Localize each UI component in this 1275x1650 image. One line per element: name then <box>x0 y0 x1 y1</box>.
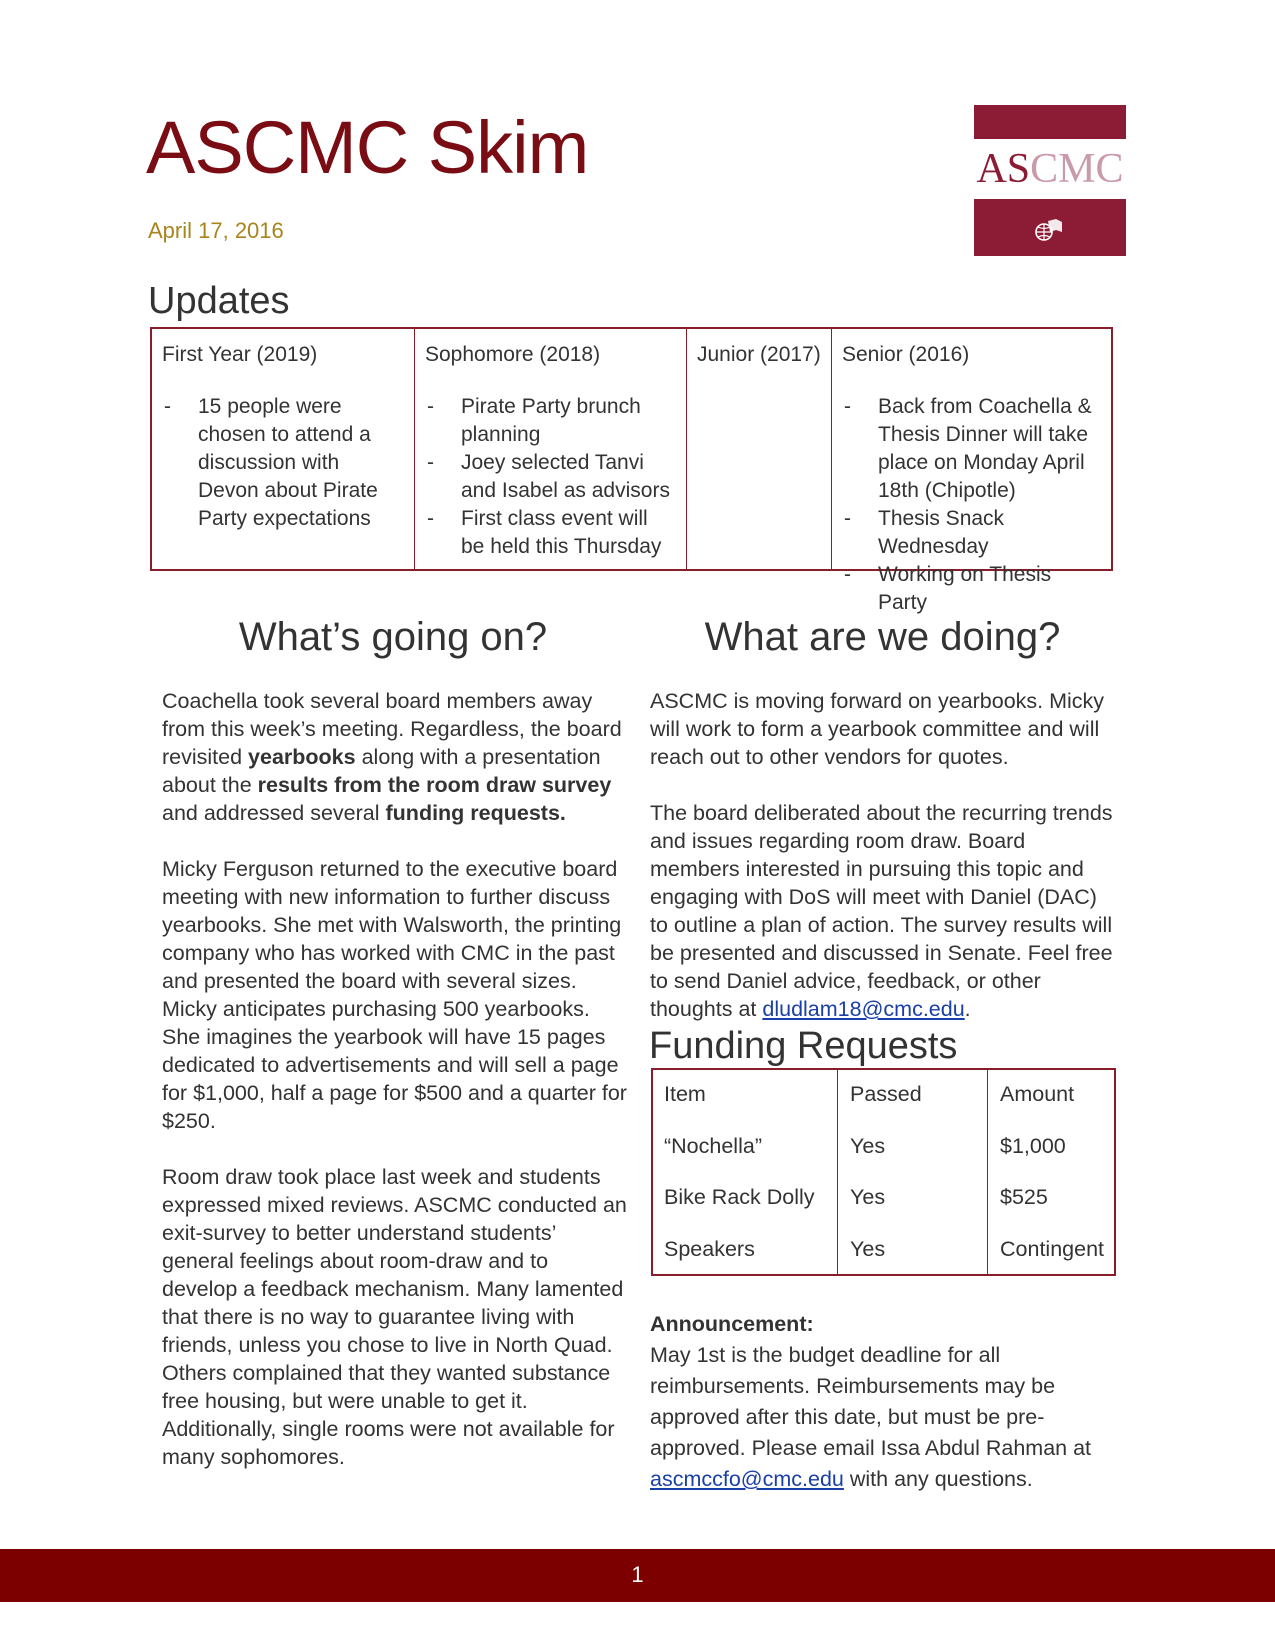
header-amount: Amount <box>1000 1082 1075 1106</box>
list-item: - Thesis Snack Wednesday <box>842 505 1104 561</box>
cell-item: Bike Rack Dolly <box>664 1185 815 1209</box>
paragraph-overview: Coachella took several board members away from this week’s meeting. Regardless, the board revisited yearbooks along with a presentation about the results from the room draw survey and addressed several funding requests. <box>162 689 622 825</box>
column-header: First Year (2019) <box>162 343 318 366</box>
list-item: - Working on Thesis Party <box>842 561 1104 617</box>
cell-passed: Yes <box>850 1237 886 1261</box>
what-are-we-doing-heading: What are we doing? <box>704 615 1061 659</box>
cell-item: Speakers <box>664 1237 755 1261</box>
newsletter-title: ASCMC Skim <box>146 106 589 189</box>
paragraph-room-draw-plan: The board deliberated about the recurring trends and issues regarding room draw. Board members interested in pursuing this topic and engaging with DoS will meet with Daniel (DAC) to outline a plan of action. The survey results will be presented and discussed in Senate. Feel free to send Daniel advice, feedback, or other thoughts at dludlam18@cmc.edu. <box>650 801 1113 1021</box>
paragraph-yearbooks: Micky Ferguson returned to the executive board meeting with new information to further discuss yearbooks. She met with Walsworth, the printing company who has worked with CMC in the past and presented the board with several sizes. Micky anticipates purchasing 500 yearbooks. She imagines the yearbook will have 15 pages dedicated to advertisements and will sell a page for $1,000, half a page for $500 and a quarter for $250. <box>162 857 627 1133</box>
list-item: - 15 people were chosen to attend a discussion with Devon about Pirate Party expectations <box>162 393 392 533</box>
newsletter-date: April 17, 2016 <box>148 218 284 243</box>
email-link-ascmccfo[interactable]: ascmccfo@cmc.edu <box>650 1467 844 1491</box>
funding-requests-heading: Funding Requests <box>649 1025 958 1067</box>
header-item: Item <box>664 1082 706 1106</box>
table-row <box>653 1225 1114 1277</box>
updates-heading: Updates <box>148 280 290 322</box>
right-column-body <box>650 687 1120 1023</box>
updates-table <box>150 327 1113 614</box>
list-item: - Pirate Party brunch planning <box>425 393 675 449</box>
header-passed: Passed <box>850 1082 922 1106</box>
whats-going-on-heading: What’s going on? <box>238 615 548 659</box>
column-header: Sophomore (2018) <box>425 343 601 366</box>
list-item: - First class event will be held this Thursday <box>425 505 675 561</box>
list-item: - Joey selected Tanvi and Isabel as advisors <box>425 449 675 505</box>
table-header-row <box>653 1070 1114 1122</box>
bold-room-draw-survey: results from the room draw survey <box>257 773 612 797</box>
update-list <box>842 393 1104 617</box>
announcement-text: May 1st is the budget deadline for all reimbursements. Reimbursements may be approved after this date, but must be pre-approved. Please email Issa Abdul Rahman at ascmccfo@cmc.edu with any questions. <box>650 1343 1092 1491</box>
paragraph-room-draw: Room draw took place last week and students expressed mixed reviews. ASCMC conducted an exit-survey to better understand students’ general feelings about room-draw and to develop a feedback mechanism. Many lamented that there is no way to guarantee living with friends, unless you chose to live in North Quad. Others complained that they wanted substance free housing, but were unable to get it. Additionally, single rooms were not available for many sophomores. <box>162 1165 627 1469</box>
ascmc-logo <box>974 105 1126 256</box>
logo-wordmark: ASCMC <box>974 141 1126 197</box>
update-list <box>425 393 675 561</box>
page-number: 1 <box>631 1562 644 1587</box>
cell-amount: $525 <box>1000 1185 1048 1209</box>
table-row <box>653 1173 1114 1225</box>
logo-top-band <box>974 105 1126 139</box>
cell-amount: Contingent <box>1000 1237 1104 1261</box>
column-header: Junior (2017) <box>697 343 821 366</box>
updates-column-first-year <box>152 329 414 569</box>
globe-book-icon <box>1034 217 1064 243</box>
bold-yearbooks: yearbooks <box>248 745 356 769</box>
table-row <box>653 1122 1114 1174</box>
update-list <box>162 393 392 533</box>
updates-column-junior <box>686 329 831 569</box>
funding-table <box>651 1068 1116 1276</box>
list-item: - Back from Coachella & Thesis Dinner will take place on Monday April 18th (Chipotle) <box>842 393 1104 505</box>
bold-funding-requests: funding requests. <box>385 801 566 825</box>
paragraph-yearbook-committee: ASCMC is moving forward on yearbooks. Micky will work to form a yearbook committee and will reach out to other vendors for quotes. <box>650 689 1105 769</box>
announcement <box>650 1310 1120 1495</box>
updates-column-senior <box>831 329 1111 614</box>
cell-item: “Nochella” <box>664 1134 762 1158</box>
left-column-body <box>162 687 627 1471</box>
announcement-label: Announcement: <box>650 1312 814 1336</box>
cell-amount: $1,000 <box>1000 1134 1066 1158</box>
email-link-daniel[interactable]: dludlam18@cmc.edu <box>762 997 965 1021</box>
cell-passed: Yes <box>850 1134 886 1158</box>
column-header: Senior (2016) <box>842 343 970 366</box>
cell-passed: Yes <box>850 1185 886 1209</box>
updates-column-sophomore <box>414 329 686 569</box>
